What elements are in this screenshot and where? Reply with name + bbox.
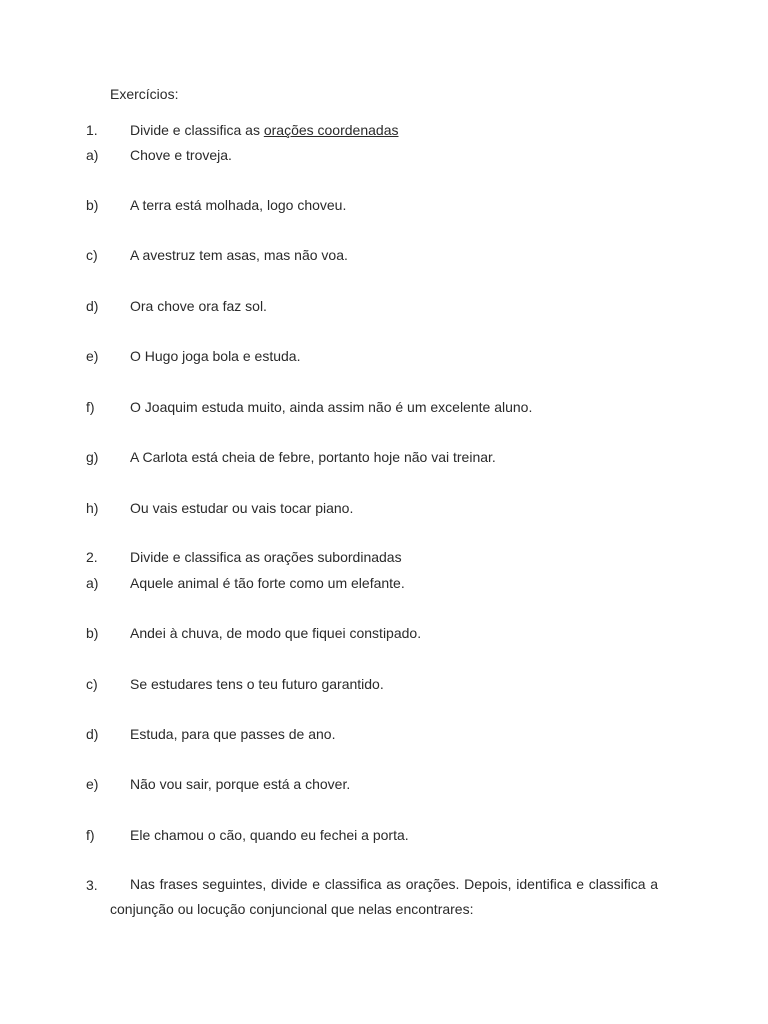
section-2-heading-text: Divide e classifica as orações subordinadas	[130, 549, 402, 565]
item-marker: d)	[86, 298, 99, 314]
exercises-title: Exercícios:	[110, 86, 179, 102]
item-text: A avestruz tem asas, mas não voa.	[130, 247, 348, 263]
section-1-heading-prefix: Divide e classifica as	[130, 122, 264, 138]
item-marker: d)	[86, 726, 99, 742]
section-1-heading-underlined: orações coordenadas	[263, 122, 399, 138]
item-marker: b)	[86, 625, 99, 641]
item-marker: h)	[86, 500, 99, 516]
item-text: Não vou sair, porque está a chover.	[130, 776, 351, 792]
item-text: Andei à chuva, de modo que fiquei constipado.	[130, 625, 422, 641]
item-marker: a)	[86, 147, 99, 163]
section-1-heading-text	[130, 121, 398, 139]
item-marker: c)	[86, 676, 98, 692]
section-3-number: 3.	[86, 877, 98, 893]
item-text: A terra está molhada, logo choveu.	[130, 197, 347, 213]
item-marker: g)	[86, 449, 99, 465]
section-3-paragraph: Nas frases seguintes, divide e classifica as orações. Depois, identifica e classifica a conjunção ou locução conjuncional que nelas encontrares:	[110, 876, 658, 917]
item-marker: e)	[86, 776, 99, 792]
item-marker: f)	[86, 399, 95, 415]
item-text: Chove e troveja.	[130, 147, 232, 163]
item-marker: c)	[86, 247, 98, 263]
item-text: A Carlota está cheia de febre, portanto hoje não vai treinar.	[130, 449, 496, 465]
item-text: Estuda, para que passes de ano.	[130, 726, 336, 742]
item-text: Ele chamou o cão, quando eu fechei a porta.	[130, 827, 409, 843]
section-2-number: 2.	[86, 549, 98, 565]
item-marker: a)	[86, 575, 99, 591]
item-text: Se estudares tens o teu futuro garantido.	[130, 676, 384, 692]
item-marker: f)	[86, 827, 95, 843]
section-1-number: 1.	[86, 122, 98, 138]
item-marker: b)	[86, 197, 99, 213]
item-text: Ou vais estudar ou vais tocar piano.	[130, 500, 354, 516]
item-text: O Hugo joga bola e estuda.	[130, 348, 301, 364]
item-text: O Joaquim estuda muito, ainda assim não é um excelente aluno.	[130, 399, 533, 415]
item-marker: e)	[86, 348, 99, 364]
item-text: Aquele animal é tão forte como um elefante.	[130, 575, 405, 591]
item-text: Ora chove ora faz sol.	[130, 298, 267, 314]
